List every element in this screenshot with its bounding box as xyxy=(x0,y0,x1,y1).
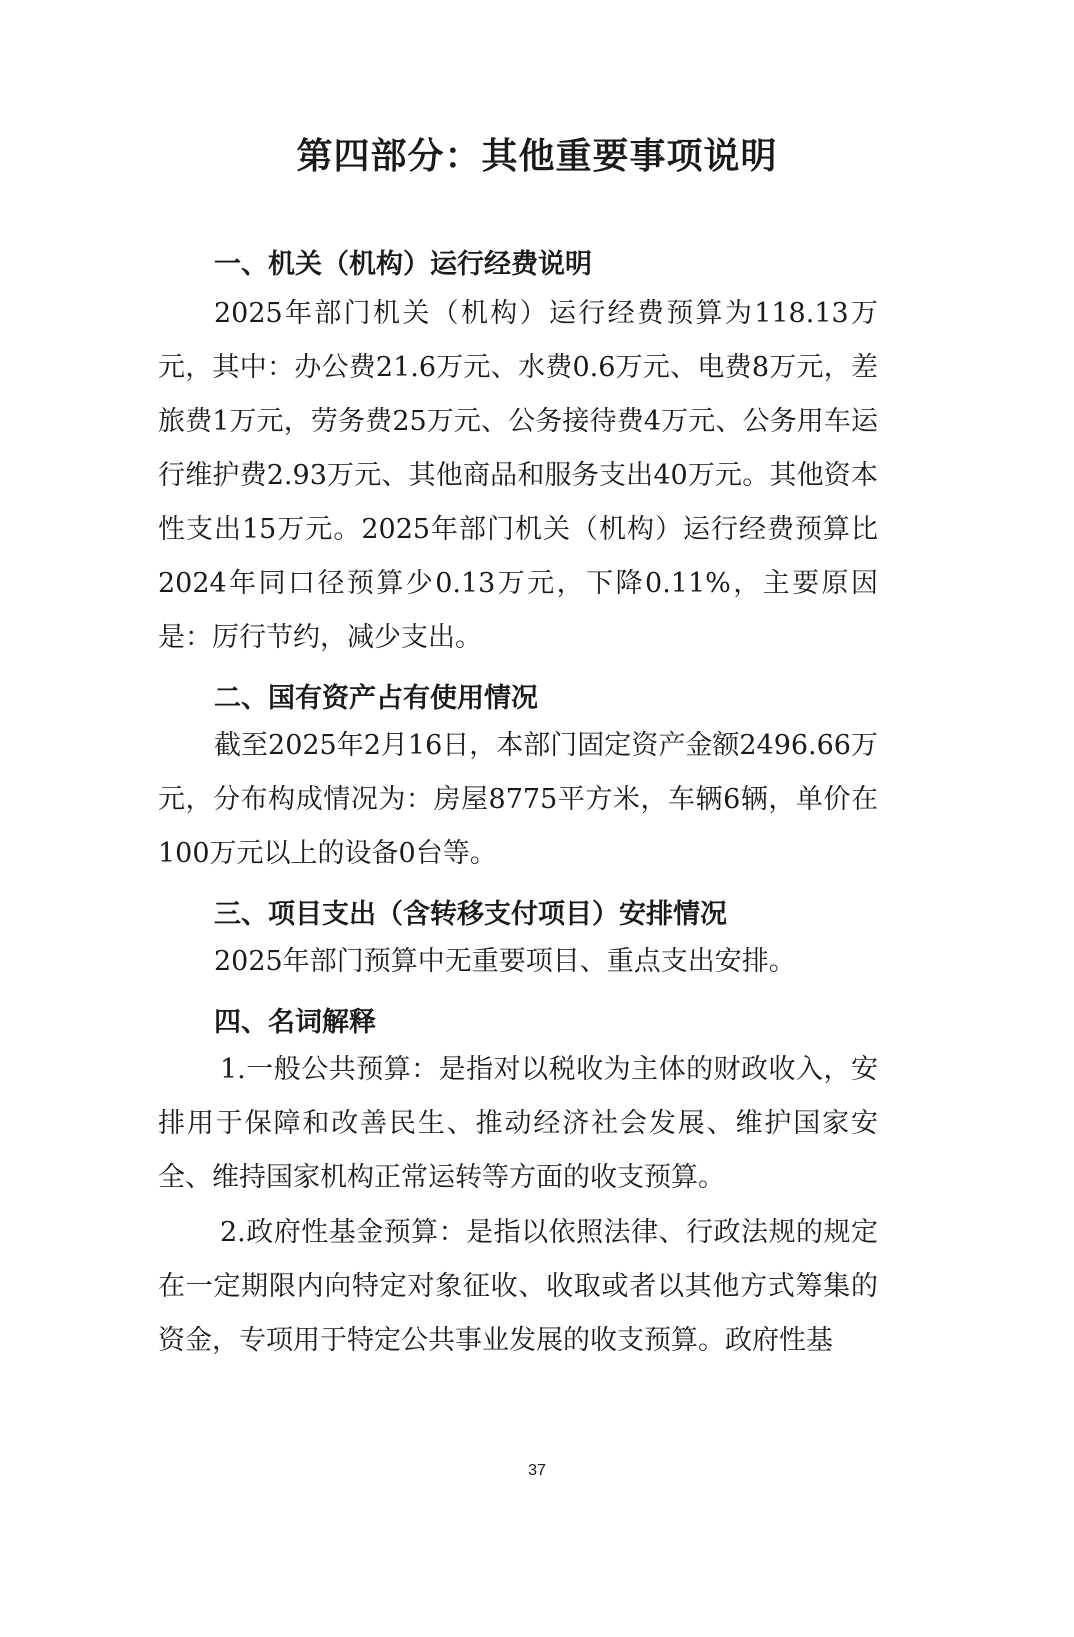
section-heading-project-expenditure: 三、项目支出（含转移支付项目）安排情况 xyxy=(214,899,727,930)
paragraph-operating-costs: 2025年部门机关（机构）运行经费预算为118.13万元，其中：办公费21.6万元、水费0.6万元、电费8万元，差旅费1万元，劳务费25万元、公务接待费4万元、公务用车运行维护费2.93万元、其他商品和服务支出40万元。其他资本性支出15万元。2025年部门机关（机构）运行经费预算比2024年同口径预算少0.13万元，下降0.11%，主要原因是：厉行节约，减少支出。 xyxy=(158,298,878,653)
glossary-item-general-budget: 1.一般公共预算：是指对以税收为主体的财政收入，安排用于保障和改善民生、推动经济社会发展、维护国家安全、维持国家机构正常运转等方面的收支预算。 xyxy=(158,1054,878,1193)
page-number: 37 xyxy=(528,1462,546,1479)
paragraph-state-assets: 截至2025年2月16日，本部门固定资产金额2496.66万元，分布构成情况为：房屋8775平方米，车辆6辆，单价在100万元以上的设备0台等。 xyxy=(158,730,878,869)
paragraph-project-expenditure: 2025年部门预算中无重要项目、重点支出安排。 xyxy=(214,946,796,977)
section-heading-operating-costs: 一、机关（机构）运行经费说明 xyxy=(214,249,592,280)
glossary-item-fund-budget: 2.政府性基金预算：是指以依照法律、行政法规的规定在一定期限内向特定对象征收、收取或者以其他方式筹集的资金，专项用于特定公共事业发展的收支预算。政府性基 xyxy=(158,1217,878,1356)
page-title: 第四部分：其他重要事项说明 xyxy=(296,136,778,177)
section-heading-glossary: 四、名词解释 xyxy=(214,1007,376,1038)
section-heading-state-assets: 二、国有资产占有使用情况 xyxy=(214,683,538,714)
